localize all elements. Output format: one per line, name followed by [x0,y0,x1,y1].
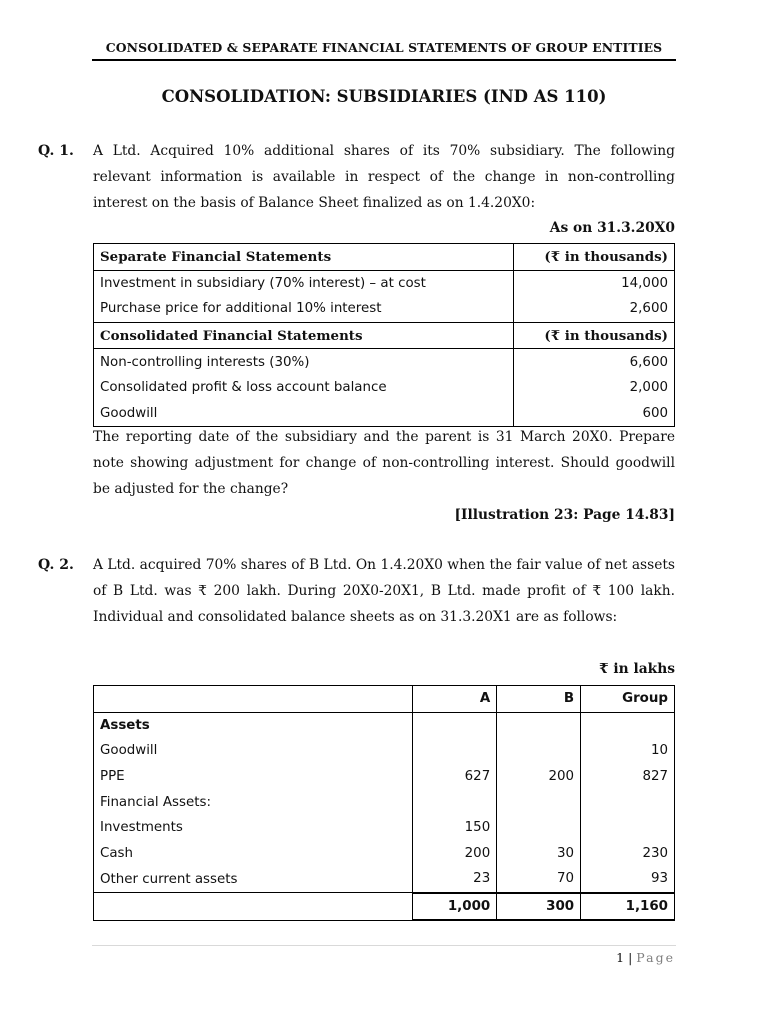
cell-a: 150 [413,815,497,841]
q2-label: Q. 2. [38,557,74,573]
page-title: CONSOLIDATION: SUBSIDIARIES (IND AS 110) [161,87,607,106]
table-row [94,401,675,427]
cell-group [581,815,675,841]
page-label: Page [636,950,675,965]
q1-question: The reporting date of the subsidiary and the parent is 31 March 20X0. Prepare note showing adjustment for change of non-controlling interest. Should goodwill be adjusted for the change? [93,429,675,497]
cell-a: 200 [413,841,497,867]
row-label: Purchase price for additional 10% interest [94,296,514,322]
q1-sec2-header [94,322,675,349]
cell-group: 230 [581,841,675,867]
total-label [94,893,413,921]
total-b: 300 [497,893,581,921]
cell-group: 827 [581,764,675,790]
cell-group [581,789,675,815]
q1-table [93,243,675,427]
row-value: 2,000 [629,380,668,396]
header-cell: A [413,686,497,713]
q1-sec1-unit: (₹ in thousands) [544,248,668,265]
row-label: Consolidated profit & loss account balance [94,375,514,401]
table-row [94,815,675,841]
row-label: Investments [94,815,413,841]
row-value: 6,600 [514,349,675,375]
row-value: 14,000 [514,270,675,296]
q1-sec2-title: Consolidated Financial Statements [94,322,514,349]
table-total-row [94,893,675,921]
table-row [94,375,675,401]
cell-b: 200 [497,764,581,790]
cell-a: 23 [413,866,497,893]
q1-sec2-unit: (₹ in thousands) [514,322,675,349]
footer-separator: | [628,950,633,965]
q1-label: Q. 1. [38,143,74,159]
page-number: 1 [616,950,625,965]
table-header-row [94,686,675,713]
cell-a [413,738,497,764]
row-label: Other current assets [94,866,413,893]
cell-b: 30 [497,841,581,867]
row-value: 2,600 [629,301,668,317]
q2-table [93,685,675,921]
table-row [94,270,675,296]
cell-b: 70 [497,866,581,893]
q1-sec1-title: Separate Financial Statements [94,244,514,271]
row-label: PPE [94,764,413,790]
cell-group: 93 [581,866,675,893]
page-footer [616,950,675,965]
q1-reference: [Illustration 23: Page 14.83] [454,507,675,523]
table-section-row [94,712,675,738]
total-a: 1,000 [413,893,497,921]
row-label: Investment in subsidiary (70% interest) – at cost [94,270,514,296]
header-cell: Group [581,686,675,713]
table-row [94,296,675,322]
total-group: 1,160 [581,893,675,921]
table-row [94,764,675,790]
table-row [94,866,675,893]
row-label: Goodwill [94,738,413,764]
header-cell [94,686,413,713]
cell-group: 10 [581,738,675,764]
cell-a [413,789,497,815]
table-row [94,789,675,815]
q1-intro: A Ltd. Acquired 10% additional shares of its 70% subsidiary. The following relevant information is available in respect of the change in non-controlling interest on the basis of Balance Sheet finalized as on 1.4.20X0: [93,143,675,211]
section-label: Assets [94,712,413,738]
footer-divider [92,945,676,946]
row-label: Non-controlling interests (30%) [94,349,514,375]
row-label: Cash [94,841,413,867]
cell-b [497,738,581,764]
running-header: CONSOLIDATED & SEPARATE FINANCIAL STATEMENTS OF GROUP ENTITIES [92,40,676,61]
table-row [94,738,675,764]
cell-b [497,789,581,815]
q1-as-on: As on 31.3.20X0 [549,220,675,236]
header-cell: B [497,686,581,713]
table-row [94,841,675,867]
cell-b [497,815,581,841]
table-row [94,349,675,375]
q1-sec1-header [94,244,675,271]
row-label: Goodwill [94,401,514,427]
q2-unit: ₹ in lakhs [598,661,675,677]
cell-a: 627 [413,764,497,790]
q2-intro: A Ltd. acquired 70% shares of B Ltd. On 1.4.20X0 when the fair value of net assets of B Ltd. was ₹ 200 lakh. During 20X0-20X1, B Ltd. made profit of ₹ 100 lakh. Individual and consolidated balance sheets as on 31.3.20X1 are as follows: [93,557,675,625]
row-value: 600 [642,405,668,421]
row-label: Financial Assets: [94,789,413,815]
